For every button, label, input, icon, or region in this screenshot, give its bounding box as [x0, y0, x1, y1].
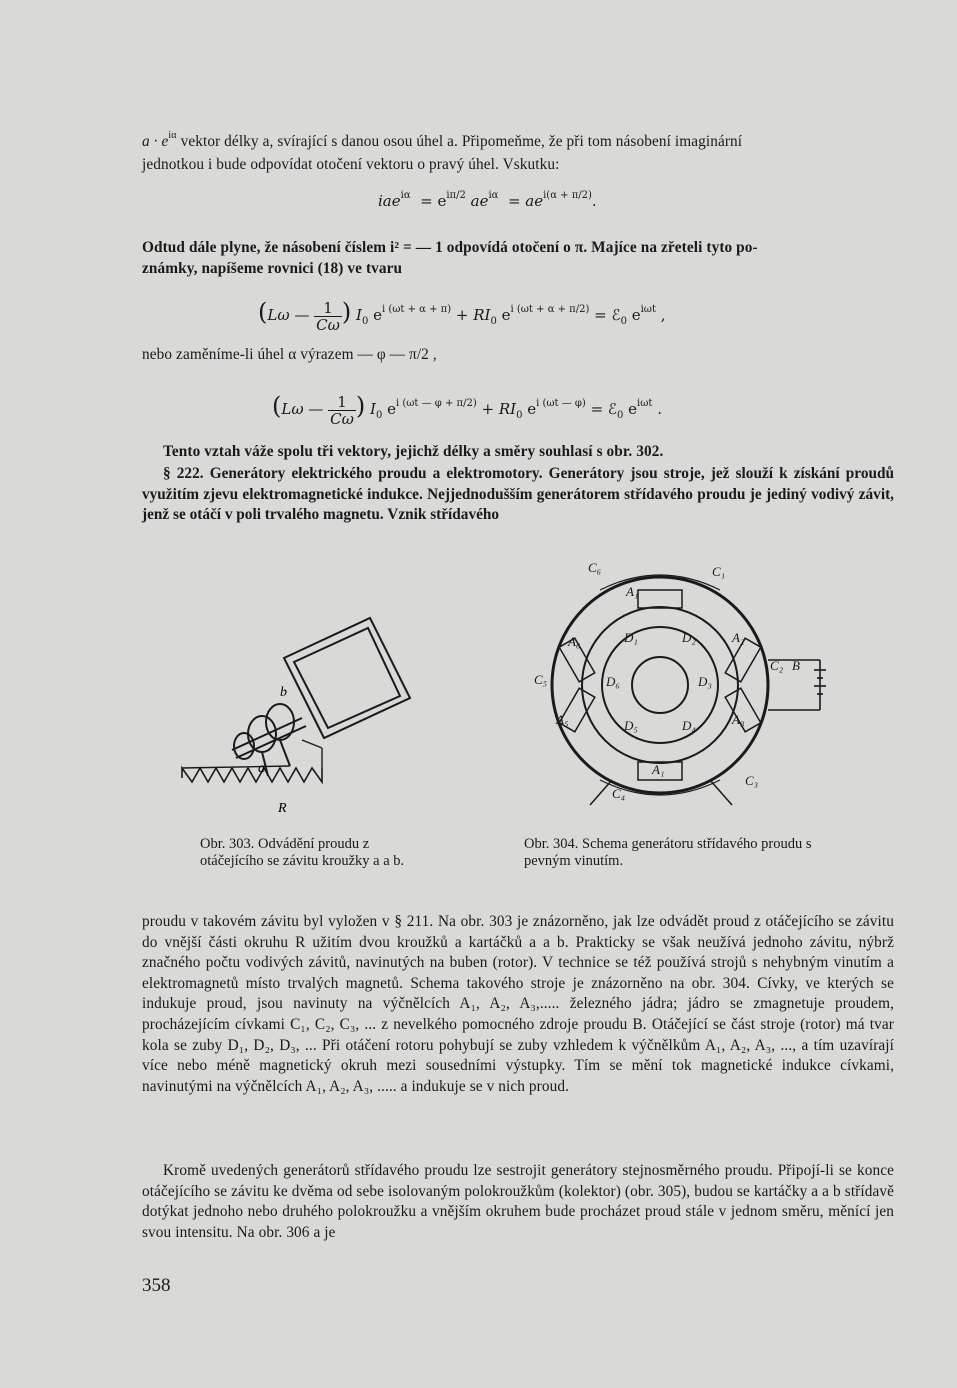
caption-304: Obr. 304. Schema generátoru střídavého proudu s pevným vinutím. — [524, 836, 812, 869]
paragraph-nebo — [142, 345, 894, 366]
label-C5: C₅ — [534, 672, 548, 687]
section-text: Generátory jsou stroje, jež slouží k získání proudů využitím zjevu elektromagnetické indukce. Nejjednodušším generátorem střídavého proudu je jediný vodivý závit, jenž se otáčí v poli trvalého magnetu. Vznik střídavého — [142, 465, 894, 524]
label-D3: D₃ — [698, 674, 712, 689]
nebo-line: nebo zaměníme-li úhel α výrazem — φ — π/2 , — [142, 346, 437, 363]
section-title: Generátory elektrického proudu a elektromotory. — [209, 465, 543, 482]
stator-outer — [552, 577, 768, 793]
label-A1-top: A₁ — [626, 584, 639, 599]
paragraph-tento — [163, 442, 894, 463]
label-D4: D₄ — [682, 718, 696, 733]
page-number: 358 — [142, 1275, 171, 1296]
odtud-line-1: Odtud dále plyne, že násobení číslem i² = — 1 odpovídá otočení o π. Majíce na zřeteli tyto po- — [142, 239, 758, 256]
label-D6: D₆ — [606, 674, 620, 689]
label-A6: A₆ — [568, 634, 581, 649]
label-A1-bottom: A₁ — [652, 762, 665, 777]
body-1-text: proudu v takovém závitu byl vyložen v § 211. Na obr. 303 je znázorněno, jak lze odvádět proud z otáčejícího se závitu do vnější části okruhu R užitím dvou kroužků a kartáčků a a b. Prakticky se však neužívá jednoho závitu, nýbrž značného počtu vodivých závitů, navinutých na buben (rotor). V technice se též používá strojů s nehybným vinutím a elektromagnetů místo trvalých magnetů. Schema takového stroje je znázorněno na obr. 304. Cívky, ve kterých se indukuje proud, jsou navinuty na výčnělcích A₁, A₂, A₃,..... železného jádra; jádro se zmagnetuje proudem, procházejícím cívkami C₁, C₂, C₃, ... z nevelkého pomocného zdroje proudu B. Otáčející se část stroje (rotor) má tvar kola se zuby D₁, D₂, D₃, ... Při otáčení rotoru pohybují se zuby vzhledem k výčnělkům A₁, A₂, A₃, ..., a tím uzavírají více nebo méně magnetický okruh mezi sousedními výstupky. Tím se mění tok magnetické indukce cívkami, navinutými na výčnělcích A₁, A₂, A₃, ..... a indukuje se v nich proud. — [142, 913, 894, 1095]
label-a: a — [258, 761, 265, 776]
section-number: § 222. — [163, 465, 204, 482]
equation-2: (Lω — $\frac{1}{C\omega}$ ) $I_0$ $e^{i (\omega t + \alpha + \pi)} + RI_0$ $e^{i (\omega t + \alpha + \pi/2)}$ = ℰ$_0$ $e^{i\omega t}$ , — [258, 298, 666, 334]
intro-lead-sup: iα — [168, 130, 177, 141]
paragraph-odtud — [142, 238, 894, 279]
ring-b — [266, 704, 294, 740]
caption-303: Obr. 303. Odvádění proudu z otáčejícího se závitu kroužky a a b. — [200, 836, 405, 869]
label-D2: D₂ — [682, 630, 696, 645]
paragraph-body-1 — [142, 912, 894, 1097]
intro-line-1: vektor délky a, svírající s danou osou úhel a. Připomeňme, že při tom násobení imaginární — [180, 133, 743, 150]
loop-inner — [294, 628, 400, 728]
intro-lead: a · e — [142, 133, 169, 150]
label-D5: D₅ — [624, 718, 638, 733]
label-A2: A₂ — [732, 630, 745, 645]
body-2-text: Kromě uvedených generátorů střídavého proudu lze sestrojit generátory stejnosměrného proudu. Připojí-li se konce otáčejícího se závitu ke dvěma od sebe isolovaným polokroužkům (kolektor) (obr. 305), budou se kartáčky a a b střídavě dotýkat jednoho nebo druhého polokroužku a vnějším okruhem bude procházet proud stále v jednom směru, měnící jen svou intensitu. Na obr. 306 a je — [142, 1162, 894, 1241]
paragraph-body-2 — [142, 1161, 894, 1243]
label-A3: A₃ — [732, 712, 745, 727]
label-B: B — [792, 658, 800, 673]
tento-line: Tento vztah váže spolu tři vektory, jejichž délky a směry souhlasí s obr. 302. — [163, 443, 664, 460]
odtud-line-2: známky, napíšeme rovnici (18) ve tvaru — [142, 259, 403, 277]
intro-line-2: jednotkou i bude odpovídat otočení vektoru o pravý úhel. Vskutku: — [142, 155, 560, 173]
rotor-hub — [632, 657, 688, 713]
section-222 — [142, 464, 894, 526]
equation-1: $iae^{i\alpha} = e^{i\pi/2}$ $ae^{i\alpha} = ae^{i(\alpha + \pi/2)}$. — [378, 190, 597, 210]
label-C4: C₄ — [612, 786, 626, 801]
label-A5: A₅ — [556, 712, 569, 727]
paragraph-intro — [142, 132, 894, 175]
label-b: b — [280, 685, 287, 700]
figure-303 — [172, 600, 422, 820]
label-D1: D₁ — [624, 630, 638, 645]
label-C6: C₆ — [588, 560, 602, 575]
equation-3: (Lω — $\frac{1}{C\omega}$ ) $I_0$ $e^{i (\omega t — \varphi + \pi/2)} + RI_0$ $e^{i (\omega t — \varphi)}$ = ℰ$_0$ $e^{i\omega t}$ . — [272, 392, 662, 428]
figure-304 — [520, 560, 840, 810]
label-C2: C₂ — [770, 658, 784, 673]
label-C1: C₁ — [712, 564, 726, 579]
label-C3: C₃ — [745, 773, 759, 788]
label-R: R — [278, 801, 287, 816]
